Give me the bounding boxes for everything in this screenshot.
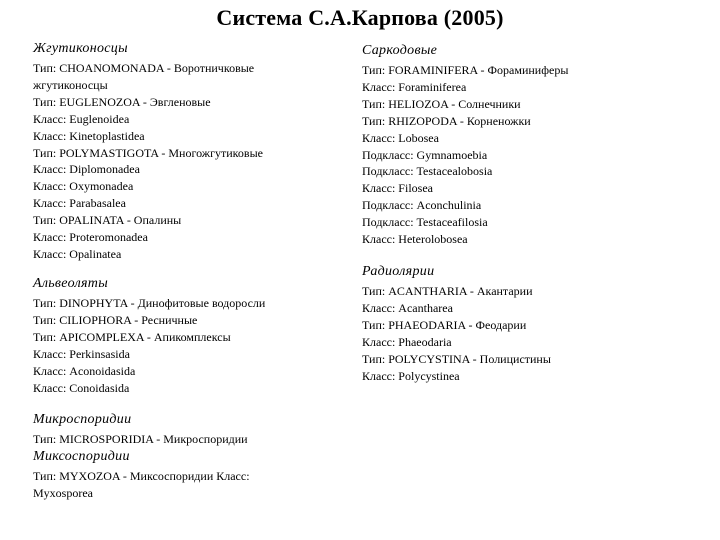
taxon-line: Класс: Foraminiferea — [362, 79, 467, 94]
section-heading-alveolates: Альвеоляты — [33, 276, 108, 291]
section-heading-sarcodina: Саркодовые — [362, 43, 438, 58]
taxon-line: Тип: EUGLENOZOA - Эвгленовые — [33, 94, 211, 109]
taxon-line: Подкласс: Testaceafilosia — [362, 215, 488, 230]
taxon-line: Класс: Phaeodaria — [362, 334, 452, 349]
taxon-line: Класс: Aconoidasida — [33, 363, 136, 378]
section-flagellates — [33, 40, 333, 263]
taxon-line: Тип: ACANTHARIA - Акантарии — [362, 284, 533, 298]
taxon-line: Тип: DINOPHYTA - Динофитовые водоросли — [33, 296, 266, 310]
taxon-line: Тип: CHOANOMONADA - Воротничковые — [33, 61, 255, 75]
taxon-line: Myxosporea — [33, 485, 93, 500]
taxon-line: Подкласс: Gymnamoebia — [362, 147, 488, 162]
taxon-line: Класс: Kinetoplastidea — [33, 128, 145, 143]
section-heading-radiolaria: Радиолярии — [362, 264, 435, 279]
taxon-line: Тип: PHAEODARIA - Феодарии — [362, 317, 527, 332]
taxon-line: Класс: Conoidasida — [33, 380, 130, 395]
taxon-line: Класс: Parabasalea — [33, 196, 126, 211]
taxon-line: Класс: Acantharea — [362, 300, 453, 315]
section-heading-microsporidia: Микроспоридии — [33, 412, 132, 427]
taxon-line: Подкласс: Aconchulinia — [362, 198, 482, 213]
taxon-line: Тип: MYXOZOA - Миксоспоридии Класс: — [33, 468, 250, 483]
taxon-line: Тип: RHIZOPODA - Корненожки — [362, 113, 531, 128]
taxon-line: Тип: HELIOZOA - Солнечники — [362, 96, 521, 111]
section-microsporidia — [33, 411, 333, 502]
taxon-line: Тип: OPALINATA - Опалины — [33, 213, 182, 228]
taxon-line: Класс: Opalinatea — [33, 246, 122, 261]
section-heading-flagellates: Жгутиконосцы — [33, 41, 128, 56]
taxon-line: Класс: Proteromonadea — [33, 230, 148, 245]
taxon-line: Тип: POLYMASTIGOTA - Многожгутиковые — [33, 145, 263, 160]
taxon-line: Класс: Lobosea — [362, 130, 439, 145]
taxon-line: Тип: MICROSPORIDIA - Микроспоридии — [33, 432, 248, 446]
taxon-line: Подкласс: Testacealobosia — [362, 164, 493, 179]
section-radiolaria — [362, 263, 692, 384]
section-heading-myxosporidia: Миксоспоридии — [33, 448, 130, 464]
page-title: Система С.А.Карпова (2005) — [216, 5, 504, 30]
taxon-line: Класс: Filosea — [362, 181, 433, 196]
taxon-line: Тип: APICOMPLEXA - Апикомплексы — [33, 329, 231, 344]
taxon-line: Класс: Euglenoidea — [33, 111, 130, 126]
taxon-line: жгутиконосцы — [33, 77, 108, 92]
taxon-line: Класс: Diplomonadea — [33, 162, 140, 177]
taxon-line: Тип: CILIOPHORA - Ресничные — [33, 312, 198, 327]
taxon-line: Класс: Heterolobosea — [362, 232, 468, 247]
section-sarcodina — [362, 42, 692, 248]
section-alveolates — [33, 275, 333, 396]
taxon-line: Класс: Oxymonadea — [33, 179, 134, 194]
taxon-line: Тип: FORAMINIFERA - Фораминиферы — [362, 63, 569, 77]
taxon-line: Тип: POLYCYSTINA - Полицистины — [362, 351, 551, 366]
taxon-line: Класс: Perkinsasida — [33, 346, 130, 361]
taxon-line: Класс: Polycystinea — [362, 368, 460, 383]
